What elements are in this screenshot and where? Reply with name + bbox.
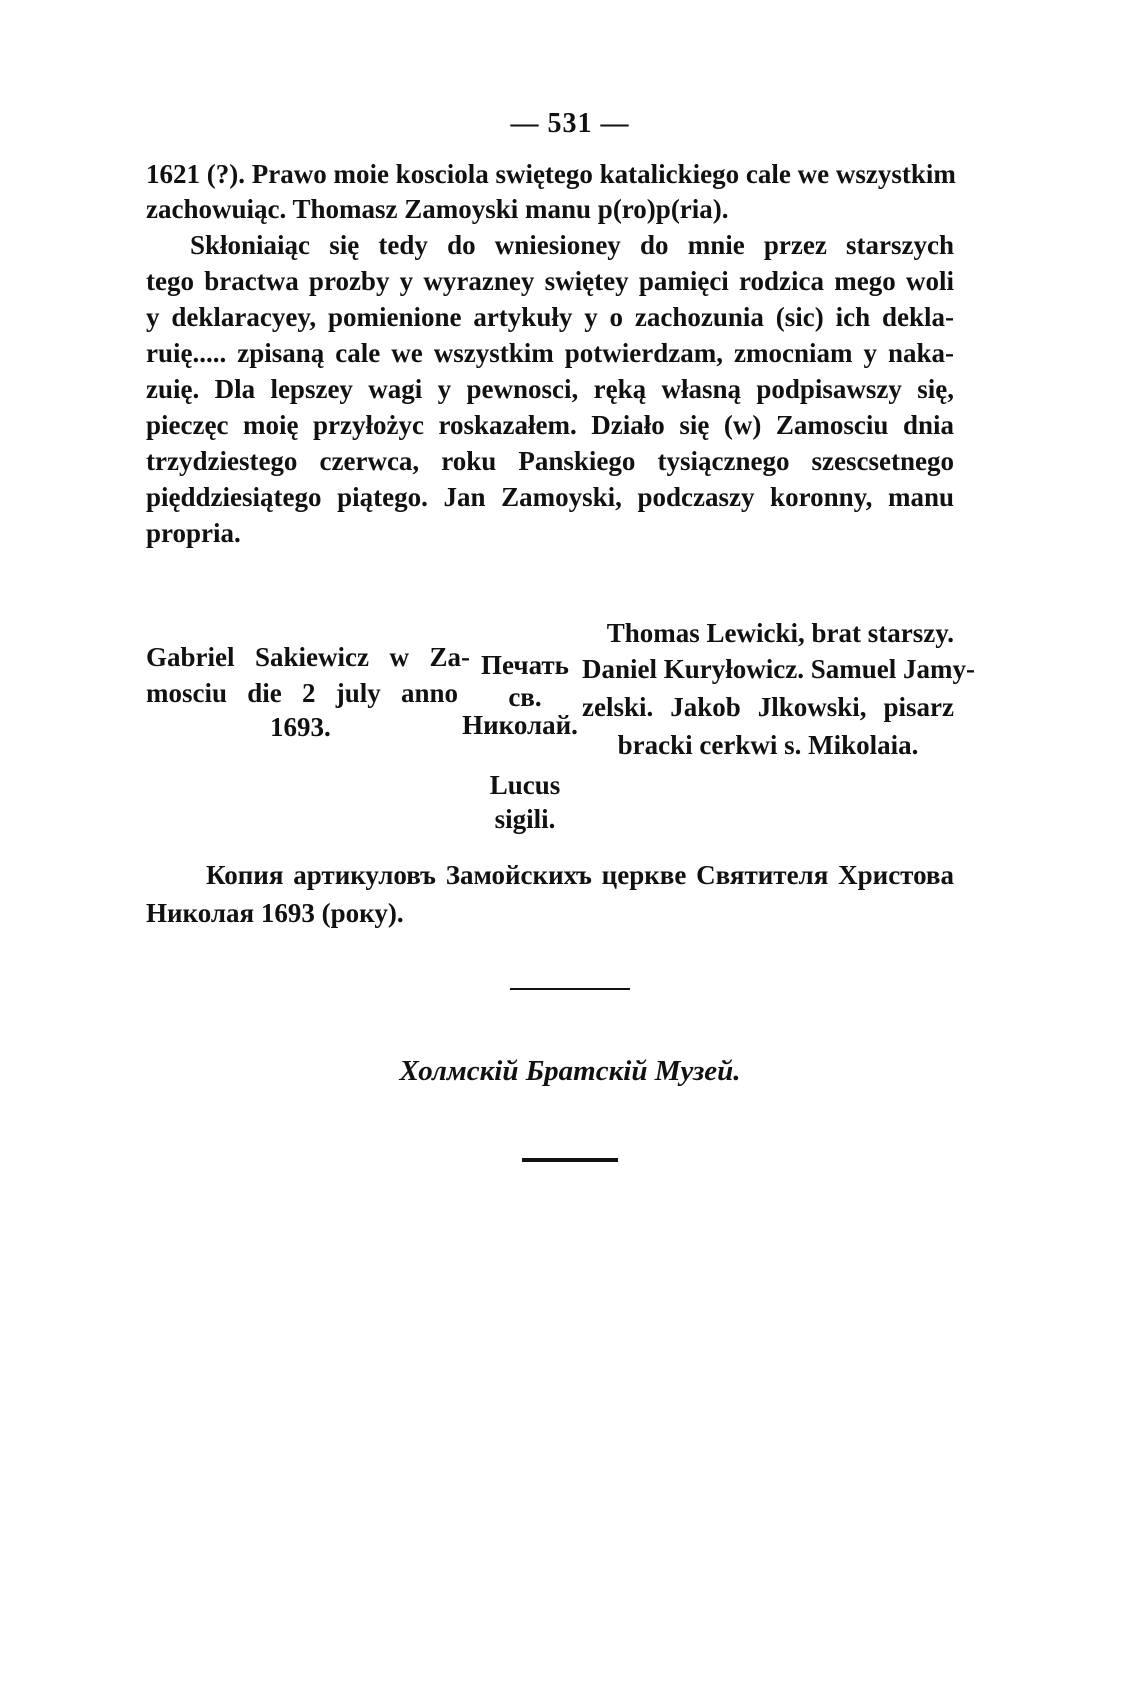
seal-label: Печать — [481, 650, 569, 680]
signature-left-line: mosciu die 2 july anno — [146, 678, 458, 708]
text-line: 1621 (?). Prawo moie kosciola swiętego katalickiego cale we wszystkim — [146, 159, 956, 189]
text-line: zachowuiąc. Thomasz Zamoyski manu p(ro)p(ria). — [146, 194, 729, 224]
locus-sigilli: sigili. — [494, 804, 556, 834]
paragraph-line: Skłoniaiąc się tedy do wniesioney do mnie przez starszych — [190, 230, 954, 260]
signature-left-line: 1693. — [270, 712, 331, 742]
paragraph-line: pięddziesiątego piątego. Jan Zamoyski, podczaszy koronny, manu — [146, 482, 954, 512]
paragraph-line: ruię..... zpisaną cale we wszystkim potwierdzam, zmocniam y naka- — [146, 338, 954, 368]
paragraph-line: pieczęc moię przyłożyc roskazałem. Działo się (w) Zamosciu dnia — [146, 410, 954, 440]
paragraph-line: zuię. Dla lepszey wagi y pewnosci, ręką własną podpisawszy się, — [146, 374, 954, 404]
signature-right-line: Thomas Lewicki, brat starszy. — [606, 618, 954, 648]
paragraph-line: trzydziestego czerwca, roku Panskiego tysiącznego szescsetnego — [146, 446, 954, 476]
page-number: — 531 — — [510, 108, 630, 139]
signature-right-line: Daniel Kuryłowicz. Samuel Jamy- — [582, 654, 975, 684]
copy-note-line: Копия артикуловъ Замойскихъ церкве Святителя Христова — [206, 860, 954, 890]
seal-label: св. — [508, 682, 542, 712]
divider — [522, 1158, 618, 1162]
seal-label: Николай. — [462, 710, 578, 740]
divider — [510, 988, 630, 990]
signature-right-line: zelski. Jakob Jlkowski, pisarz — [582, 692, 954, 722]
footer-title: Холмскій Братскій Музей. — [399, 1055, 741, 1087]
locus-sigilli: Lucus — [489, 770, 561, 800]
paragraph-line: tego bractwa prozby y wyrazney swiętey pamięci rodzica mego woli — [146, 266, 954, 296]
paragraph-line: propria. — [146, 518, 241, 548]
copy-note-line: Николая 1693 (року). — [146, 898, 404, 928]
signature-left-line: Gabriel Sakiewicz w Za- — [146, 642, 470, 672]
paragraph-line: y deklaracyey, pomienione artykuły y o zachozunia (sic) ich dekla- — [146, 302, 954, 332]
signature-right-line: bracki cerkwi s. Mikolaia. — [617, 730, 919, 760]
